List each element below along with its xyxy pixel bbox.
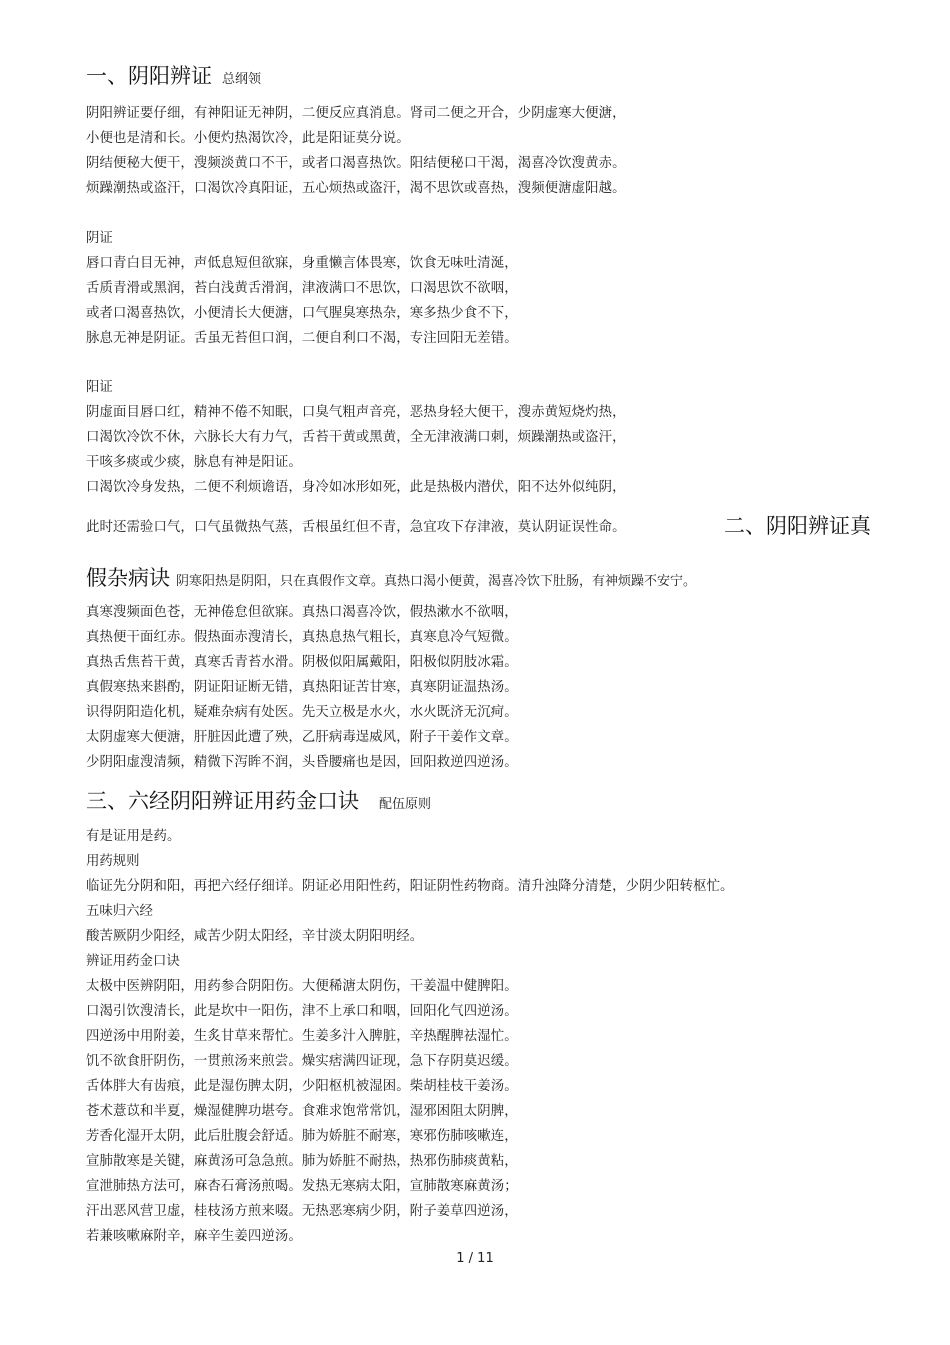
yin-line-4: 脉息无神是阴证。舌虽无苔但口润，二便自利口不渴，专注回阳无差错。 bbox=[86, 331, 518, 346]
yang-line-2: 口渴饮冷饮不休，六脉长大有力气，舌苔干黄或黑黄，全无津液满口刺，烦躁潮热或盗汗， bbox=[86, 430, 626, 445]
formula-line-8: 宣肺散寒是关键，麻黄汤可急急煎。肺为娇脏不耐热，热邪伤肺痰黄粘， bbox=[86, 1154, 518, 1169]
rules-text: 临证先分阴和阳，再把六经仔细详。阴证必用阳性药，阳证阴性药物商。清升浊降分清楚，少阴少阳转枢忙。 bbox=[86, 879, 734, 894]
yin-line-3: 或者口渴喜热饮，小便清长大便溏，口气腥臭寒热杂，寒多热少食不下， bbox=[86, 306, 518, 321]
taste-text: 酸苦厥阴少阳经，咸苦少阴太阳经，辛甘淡太阴阳明经。 bbox=[86, 929, 424, 944]
formula-line-6: 苍术薏苡和半夏，燥湿健脾功堪夸。食难求饱常常饥，湿邪困阻太阴脾， bbox=[86, 1104, 518, 1119]
sec2-line-7: 少阴阳虚溲清频，精微下泻眸不润，头昏腰痛也是因，回阳救逆四逆汤。 bbox=[86, 755, 518, 770]
section-3-subtitle: 配伍原则 bbox=[379, 797, 432, 812]
sec3-line-1: 有是证用是药。 bbox=[86, 829, 181, 844]
sec2-line-1: 真寒溲频面色苍，无神倦怠但欲寐。真热口渴喜冷饮，假热漱水不欲咽， bbox=[86, 605, 518, 620]
sec1-line-2: 小便也是清和长。小便灼热渴饮冷，此是阳证莫分说。 bbox=[86, 131, 410, 146]
yang-line-3: 干咳多痰或少痰，脉息有神是阳证。 bbox=[86, 455, 302, 470]
formula-line-5: 舌体胖大有齿痕，此是湿伤脾太阴，少阳枢机被湿困。柴胡桂枝干姜汤。 bbox=[86, 1079, 518, 1094]
yang-line-4: 口渴饮冷身发热，二便不利烦谵语，身冷如冰形如死，此是热极内潜伏，阳不达外似纯阴， bbox=[86, 480, 626, 495]
formula-line-2: 口渴引饮溲清长，此是坎中一阳伤，津不上承口和咽，回阳化气四逆汤。 bbox=[86, 1004, 518, 1019]
section-3-title: 三、六经阴阳辨证用药金口诀 bbox=[86, 789, 359, 813]
sec2-line-4: 真假寒热来斟酌，阴证阳证断无错，真热阳证苦甘寒，真寒阴证温热汤。 bbox=[86, 680, 518, 695]
section-2-heading bbox=[86, 565, 696, 595]
formula-line-9: 宣泄肺热方法可，麻杏石膏汤煎喝。发热无寒病太阳，宣肺散寒麻黄汤； bbox=[86, 1179, 518, 1194]
rules-label: 用药规则 bbox=[86, 854, 140, 869]
section-1-title: 一、阴阳辨证 bbox=[86, 64, 212, 88]
sec1-line-3: 阴结便秘大便干，溲频淡黄口不干，或者口渴喜热饮。阳结便秘口干渴，渴喜冷饮溲黄赤。 bbox=[86, 156, 626, 171]
yin-line-1: 唇口青白目无神，声低息短但欲寐，身重懒言体畏寒，饮食无味吐清涎， bbox=[86, 256, 518, 271]
sec1-line-4: 烦躁潮热或盗汗，口渴饮冷真阳证，五心烦热或盗汗，渴不思饮或喜热，溲频便溏虚阳越。 bbox=[86, 181, 626, 196]
section-2-intro: 阴寒阳热是阴阳，只在真假作文章。真热口渴小便黄，渴喜冷饮下肚肠，有神烦躁不安宁。 bbox=[176, 574, 697, 589]
formula-line-3: 四逆汤中用附姜，生炙甘草来帮忙。生姜多汁入脾脏，辛热醒脾祛湿忙。 bbox=[86, 1029, 518, 1044]
section-2-title-part2: 假杂病诀 bbox=[86, 566, 170, 590]
formula-line-1: 太极中医辨阴阳，用药参合阴阳伤。大便稀溏太阴伤，干姜温中健脾阳。 bbox=[86, 979, 518, 994]
taste-label: 五味归六经 bbox=[86, 904, 153, 919]
yin-line-2: 舌质青滑或黑润，苔白浅黄舌滑润，津液满口不思饮，口渴思饮不欲咽， bbox=[86, 281, 518, 296]
page-number: 1 / 11 bbox=[456, 1251, 494, 1266]
yin-label: 阴证 bbox=[86, 231, 113, 246]
formula-line-4: 饥不欲食肝阴伤，一贯煎汤来煎尝。燥实痞满四证现，急下存阴莫迟缓。 bbox=[86, 1054, 518, 1069]
yang-line-1: 阴虚面目唇口红，精神不倦不知眠，口臭气粗声音亮，恶热身轻大便干，溲赤黄短烧灼热， bbox=[86, 405, 626, 420]
formula-line-7: 芳香化湿开太阴，此后肚腹会舒适。肺为娇脏不耐寒，寒邪伤肺咳嗽连， bbox=[86, 1129, 518, 1144]
yang-line-5: 此时还需验口气，口气虽微热气蒸，舌根虽红但不青，急宜攻下存津液，莫认阴证误性命。 bbox=[86, 520, 626, 535]
section-1-heading bbox=[86, 63, 261, 93]
section-1-subtitle: 总纲领 bbox=[222, 72, 262, 87]
formula-label: 辨证用药金口诀 bbox=[86, 954, 180, 969]
sec1-line-1: 阴阳辨证要仔细，有神阳证无神阴，二便反应真消息。肾司二便之开合，少阴虚寒大便溏， bbox=[86, 106, 626, 121]
sec2-line-6: 太阴虚寒大便溏，肝脏因此遭了殃，乙肝病毒逞威风，附子干姜作文章。 bbox=[86, 730, 518, 745]
sec2-line-5: 识得阴阳造化机，疑难杂病有处医。先天立极是水火，水火既济无沉疴。 bbox=[86, 705, 518, 720]
yang-label: 阳证 bbox=[86, 380, 113, 395]
sec2-line-3: 真热舌焦苔干黄，真寒舌青苔水滑。阴极似阳属戴阳，阳极似阴肢冰霜。 bbox=[86, 655, 518, 670]
section-2-title-part1: 二、阴阳辨证真 bbox=[724, 514, 871, 538]
section-3-heading bbox=[86, 788, 431, 818]
formula-line-10: 汗出恶风营卫虚，桂枝汤方煎来啜。无热恶寒病少阴，附子姜草四逆汤， bbox=[86, 1204, 518, 1219]
formula-line-11: 若兼咳嗽麻附辛，麻辛生姜四逆汤。 bbox=[86, 1229, 302, 1244]
sec2-line-2: 真热便干面红赤。假热面赤溲清长，真热息热气粗长，真寒息冷气短微。 bbox=[86, 630, 518, 645]
